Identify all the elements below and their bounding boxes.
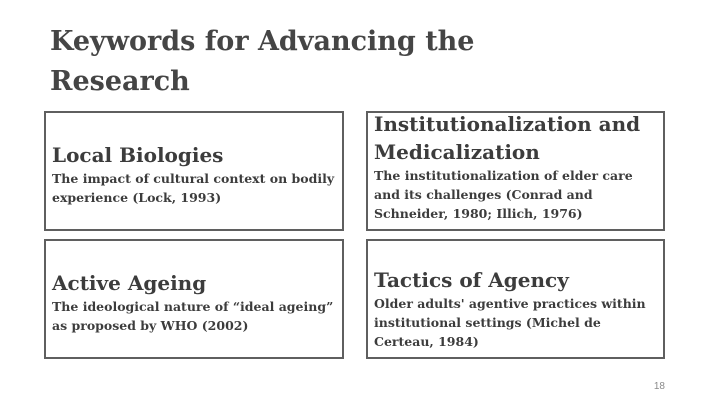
card-description: The institutionalization of elder care and its challenges (Conrad and Schneider, 1980; Illich, 1976) (374, 168, 633, 221)
keyword-card-tactics-of-agency (366, 239, 665, 359)
card-heading: Tactics of Agency (374, 268, 569, 292)
card-heading: Active Ageing (52, 271, 207, 295)
keyword-card-local-biologies (44, 111, 344, 231)
page-number: 18 (653, 381, 665, 392)
card-heading: Institutionalization and Medicalization (374, 112, 641, 164)
card-heading: Local Biologies (52, 143, 224, 167)
card-description: Older adults' agentive practices within institutional settings (Michel de Certeau, 1984) (374, 296, 646, 349)
slide-title: Keywords for Advancing the Research (50, 26, 475, 97)
card-description: The impact of cultural context on bodily experience (Lock, 1993) (52, 171, 335, 205)
keyword-card-active-ageing (44, 239, 344, 359)
keyword-card-institutionalization (366, 111, 665, 231)
card-description: The ideological nature of “ideal ageing” as proposed by WHO (2002) (52, 299, 334, 333)
